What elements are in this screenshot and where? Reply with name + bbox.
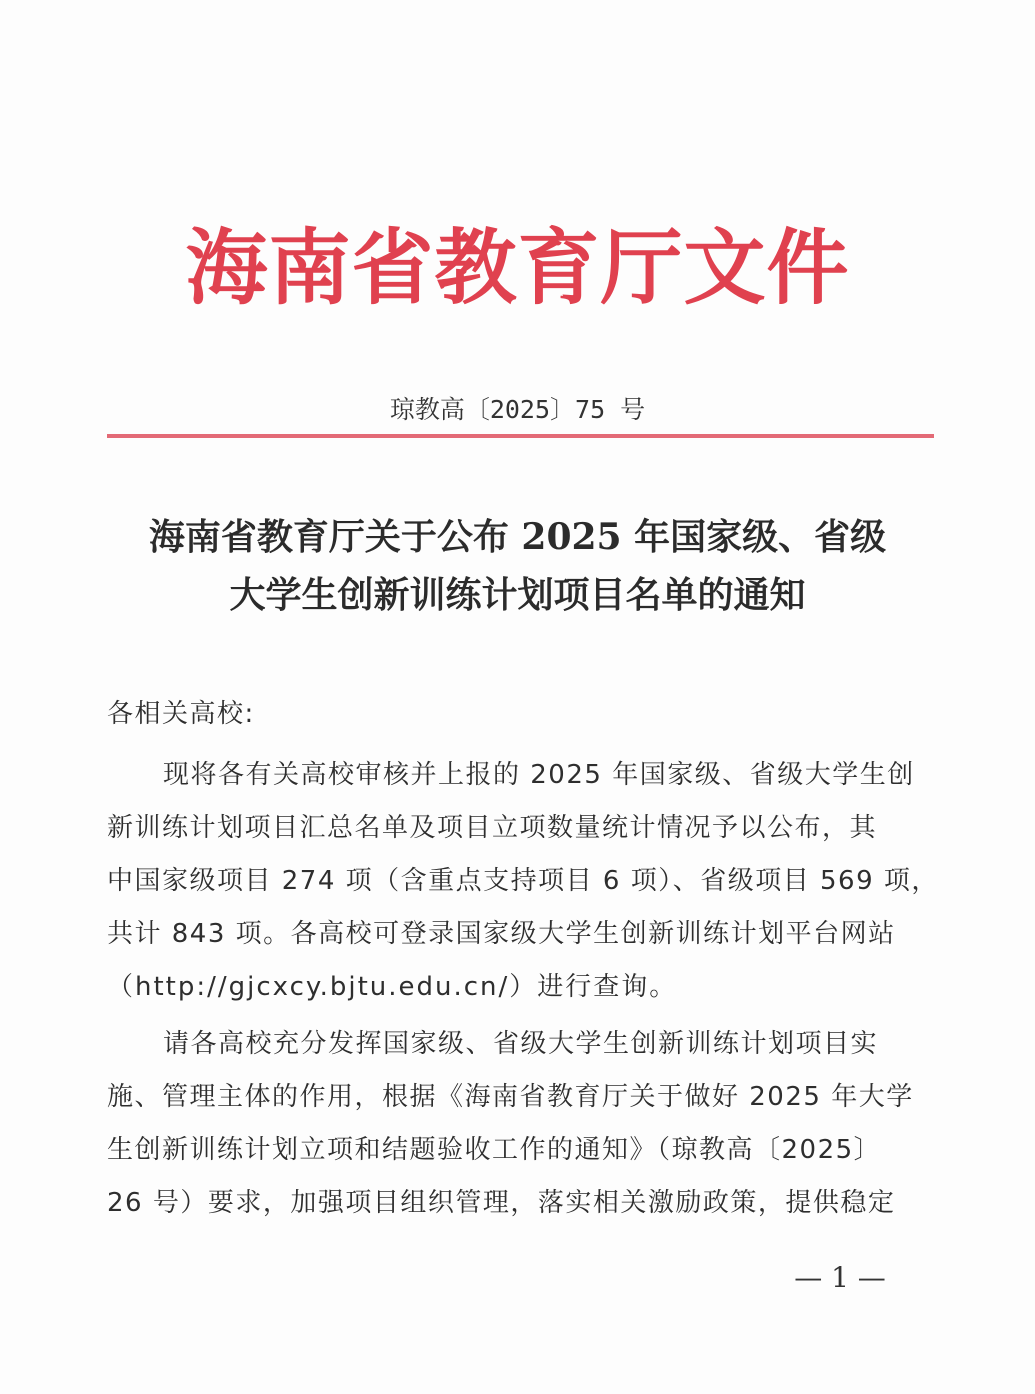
subject-line-2: 大学生创新训练计划项目名单的通知 — [229, 574, 806, 616]
document-number: 琼教高〔2025〕75 号 — [389, 395, 646, 424]
paragraph-1-line-url: （http://gjcxcy.bjtu.edu.cn/）进行查询。 — [107, 972, 678, 1002]
paragraph-2-line: 26 号）要求，加强项目组织管理，落实相关激励政策，提供稳定 — [107, 1188, 896, 1218]
paragraph-1-line: 现将各有关高校审核并上报的 2025 年国家级、省级大学生创 — [163, 760, 915, 790]
paragraph-2 — [107, 1018, 927, 1230]
agency-header-title: 海南省教育厅文件 — [185, 220, 850, 316]
paragraph-1-line: 新训练计划项目汇总名单及项目立项数量统计情况予以公布，其 — [107, 813, 878, 843]
paragraph-1 — [107, 749, 939, 1014]
paragraph-1-line: 共计 843 项。各高校可登录国家级大学生创新训练计划平台网站 — [107, 919, 896, 949]
subject-line-1: 海南省教育厅关于公布 2025 年国家级、省级 — [148, 516, 887, 558]
page-number: — 1 — — [794, 1261, 886, 1294]
paragraph-2-line: 生创新训练计划立项和结题验收工作的通知》（琼教高〔2025〕 — [107, 1135, 882, 1165]
salutation: 各相关高校: — [107, 699, 255, 729]
paragraph-2-line: 施、管理主体的作用，根据《海南省教育厅关于做好 2025 年大学 — [107, 1082, 914, 1112]
document-subject — [110, 508, 925, 624]
red-divider-line — [107, 434, 934, 438]
paragraph-2-line: 请各高校充分发挥国家级、省级大学生创新训练计划项目实 — [163, 1029, 879, 1059]
paragraph-1-line: 中国家级项目 274 项（含重点支持项目 6 项）、省级项目 569 项， — [107, 866, 939, 896]
